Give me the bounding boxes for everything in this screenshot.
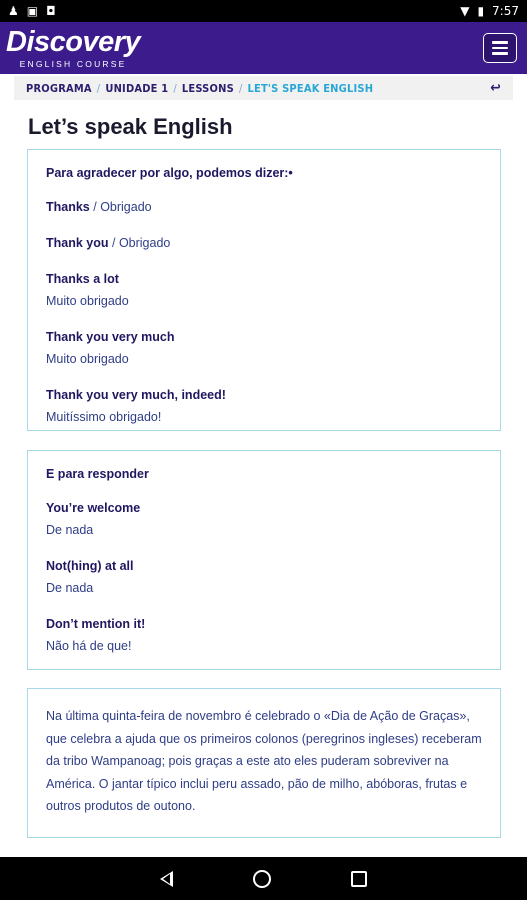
phrase-separator: / bbox=[89, 200, 101, 214]
status-bar bbox=[0, 0, 527, 22]
phrase-english: Thank you bbox=[46, 236, 109, 250]
phrase-item bbox=[46, 326, 482, 370]
phrase-portuguese: Muito obrigado bbox=[46, 294, 129, 308]
home-circle-icon[interactable] bbox=[253, 870, 271, 888]
phrase-english: Thanks a lot bbox=[46, 272, 119, 286]
breadcrumb-current: LET'S SPEAK ENGLISH bbox=[247, 81, 374, 95]
back-triangle-icon[interactable] bbox=[160, 871, 173, 887]
dolby-icon: ◘ bbox=[46, 4, 56, 18]
phrase-item bbox=[46, 196, 482, 218]
breadcrumb-item-unidade[interactable]: UNIDADE 1 bbox=[105, 81, 169, 95]
logo-sub-text: ENGLISH COURSE bbox=[19, 58, 127, 69]
phrase-portuguese: De nada bbox=[46, 581, 94, 595]
discovery-logo[interactable] bbox=[6, 25, 141, 69]
battery-icon: ▮ bbox=[477, 4, 485, 18]
phrase-portuguese: Não há de que! bbox=[46, 639, 132, 653]
breadcrumb-item-programa[interactable]: PROGRAMA bbox=[26, 81, 92, 95]
page-title: Let’s speak English bbox=[28, 114, 233, 139]
phrase-portuguese: De nada bbox=[46, 523, 94, 537]
card-heading: E para responder bbox=[46, 467, 149, 481]
hamburger-menu-icon[interactable] bbox=[483, 33, 517, 63]
phrase-item bbox=[46, 555, 482, 599]
recents-square-icon[interactable] bbox=[351, 871, 367, 887]
thanks-card bbox=[27, 149, 501, 431]
image-icon: ▣ bbox=[26, 4, 39, 18]
phrase-english: You’re welcome bbox=[46, 501, 141, 515]
status-right-icons bbox=[460, 5, 519, 17]
reply-back-icon[interactable]: ↩ bbox=[490, 80, 501, 96]
phrase-english: Don’t mention it! bbox=[46, 617, 146, 631]
breadcrumb-separator: / bbox=[238, 81, 243, 95]
wifi-icon: ▼ bbox=[460, 4, 470, 18]
breadcrumb bbox=[14, 76, 513, 100]
status-left-icons bbox=[8, 5, 56, 17]
thanksgiving-paragraph: Na última quinta-feira de novembro é celebrado o «Dia de Ação de Graças», que celebra a ajuda que os primeiros colonos (peregrinos ingleses) receberam da tribo Wampanoag; pois graças a este ato eles puderam sobreviver na América. O jantar típico inclui peru assado, pão de milho, abóboras, frutas e outros produtos de outono. bbox=[46, 709, 482, 813]
phrase-item bbox=[46, 268, 482, 312]
phrase-item bbox=[46, 497, 482, 541]
breadcrumb-separator: / bbox=[96, 81, 101, 95]
phrase-english: Thank you very much, indeed! bbox=[46, 388, 226, 402]
phrase-item bbox=[46, 384, 482, 428]
phrase-item bbox=[46, 613, 482, 657]
phrase-english: Thanks bbox=[46, 200, 90, 214]
phrase-portuguese: Obrigado bbox=[118, 236, 171, 250]
phrase-portuguese: Muito obrigado bbox=[46, 352, 129, 366]
phrase-portuguese: Muitíssimo obrigado! bbox=[46, 410, 162, 424]
system-nav-bar bbox=[0, 857, 527, 900]
card-heading: Para agradecer por algo, podemos dizer:• bbox=[46, 166, 293, 180]
responses-card bbox=[27, 450, 501, 670]
logo-main-text: Discovery bbox=[6, 25, 141, 58]
breadcrumb-separator: / bbox=[173, 81, 177, 95]
status-time: 7:57 bbox=[492, 4, 519, 18]
phrase-english: Not(hing) at all bbox=[46, 559, 134, 573]
phrase-portuguese: Obrigado bbox=[100, 200, 152, 214]
phrase-item bbox=[46, 232, 482, 254]
phrase-separator: / bbox=[108, 236, 119, 250]
thanksgiving-info-card bbox=[27, 688, 501, 838]
app-header bbox=[0, 22, 527, 74]
person-icon: ♟ bbox=[8, 4, 19, 18]
phrase-english: Thank you very much bbox=[46, 330, 175, 344]
breadcrumb-item-lessons[interactable]: LESSONS bbox=[181, 81, 234, 95]
